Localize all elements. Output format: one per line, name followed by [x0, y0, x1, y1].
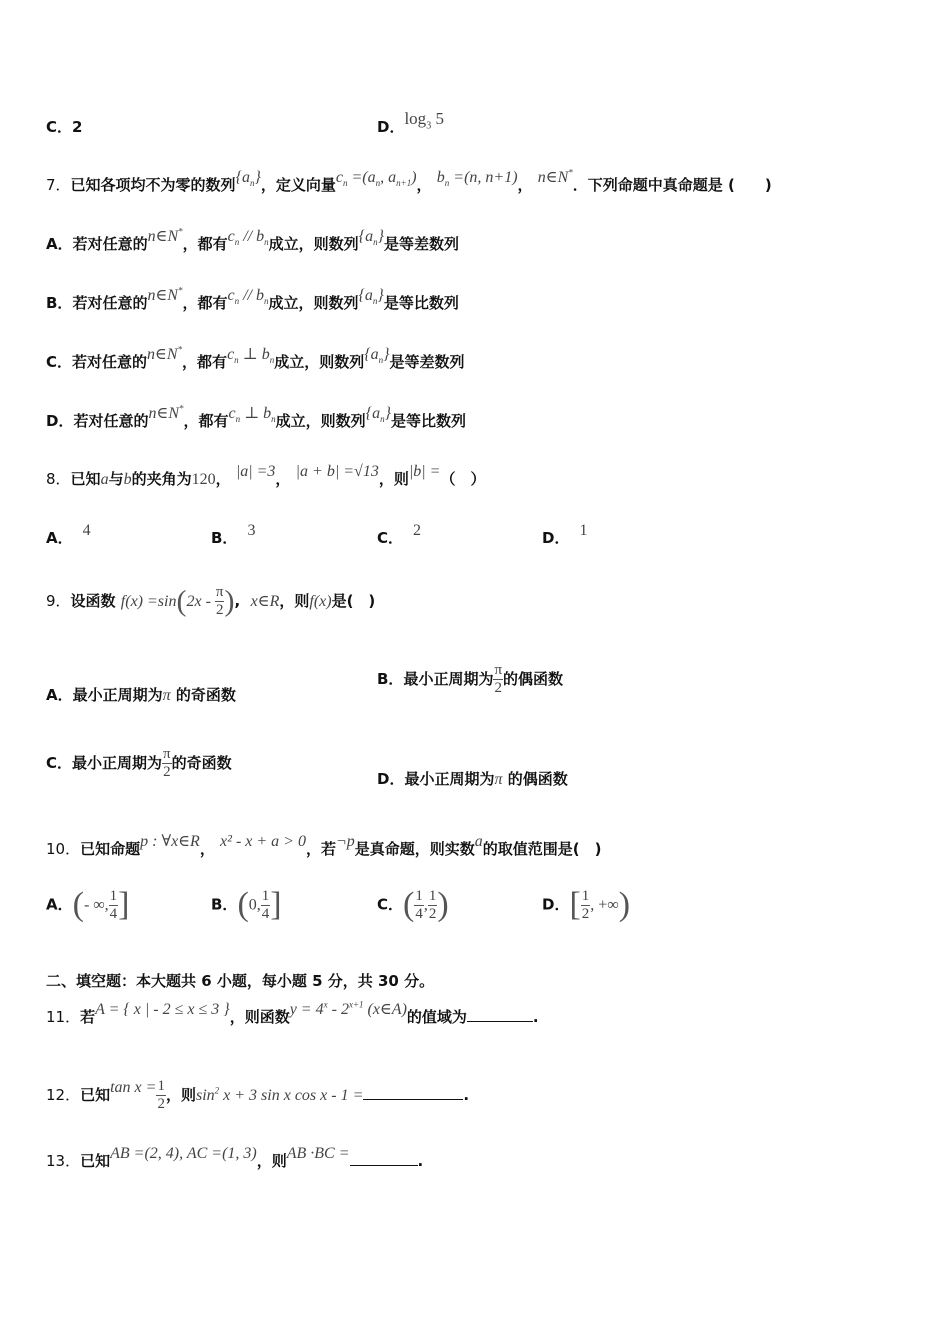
- q9-option-c: C．最小正周期为 $\frac{\pi}{2}$ 的奇函数: [46, 746, 232, 780]
- q7-option-d: D．若对任意的n∈N*，都有$c_n$ ⊥ $b_n$成立，则数列$\{a_n\}$是等比数列: [46, 403, 466, 430]
- q7-option-a: A．若对任意的n∈N*，都有$c_n // b_n$成立，则数列$\{a_n\}$是等差数列: [46, 226, 459, 253]
- q9-option-b: B．最小正周期为 $\frac{\pi}{2}$ 的偶函数: [377, 662, 564, 696]
- q8-option-c: C． 2: [377, 522, 422, 547]
- question-7: 7．已知各项均不为零的数列$\{a_n\}$，定义向量$c_n =(a_n$, $a_{n+1}$)， $b_n =(n$, n+1)， n∈N*．下列命题中真命题是 ( ): [46, 167, 772, 194]
- option-label: C．: [46, 118, 73, 136]
- question-11: 11．若A = { x | - 2 ≤ x ≤ 3 }，则函数$y = 4^x - 2^{x+1}$ (x∈A)的值域为 .: [46, 999, 539, 1026]
- section-2-title: 二、填空题：本大题共 6 小题，每小题 5 分，共 30 分。: [46, 972, 435, 990]
- question-13: 13．已知AB =(2, 4), AC =(1, 3)，则AB ·BC = .: [46, 1145, 424, 1170]
- q10-option-c: C．( $\frac{1}{4}$ , $\frac{1}{2}$ ): [377, 886, 449, 923]
- answer-blank[interactable]: [350, 1153, 418, 1166]
- question-10: 10．已知命题p : ∀x∈R， x² - x + a > 0，若¬p是真命题，则实数a的取值范围是( ): [46, 833, 602, 858]
- q8-option-a: A． 4: [46, 522, 91, 547]
- pi-over-2: $\frac{\pi}{2}$: [494, 662, 503, 696]
- q7-option-c: C．若对任意的n∈N*，都有$c_n$ ⊥ $b_n$成立，则数列$\{a_n\}$是等差数列: [46, 344, 465, 371]
- question-8: 8．已知a与b的夹角为120， |a| =3， |a + b| =√13，则|b| =（ ）: [46, 463, 486, 488]
- q9-option-a: A．最小正周期为π 的奇函数: [46, 686, 236, 704]
- q10-option-d: D．[ $\frac{1}{2}$ , +∞): [542, 886, 631, 923]
- pi-over-2: $\frac{\pi}{2}$: [215, 584, 224, 618]
- pi-over-2: $\frac{\pi}{2}$: [163, 746, 171, 780]
- q8-option-d: D． 1: [542, 522, 588, 547]
- vector-c-def: $c_n =(a_n$, $a_{n+1}$): [335, 169, 417, 189]
- question-9: 9．设函数 f(x) =sin(2x - $\frac{\pi}{2}$ ), x∈R，则f(x)是( ): [46, 584, 376, 618]
- sequence-a: $\{a_n\}$: [235, 169, 261, 189]
- answer-blank[interactable]: [467, 1009, 533, 1022]
- log-expression: $\log_3 5$: [404, 109, 444, 132]
- q10-option-a: A．(- ∞, $\frac{1}{4}$ ]: [46, 886, 130, 923]
- option-value: 2: [72, 118, 83, 136]
- answer-blank[interactable]: [363, 1087, 463, 1100]
- q10-option-b: B．(0, $\frac{1}{4}$ ]: [211, 886, 282, 923]
- q6-option-c: [46, 116, 82, 137]
- q7-option-b: B．若对任意的n∈N*，都有$c_n // b_n$成立，则数列$\{a_n\}$是等比数列: [46, 285, 459, 312]
- option-label: D．: [377, 118, 405, 136]
- q9-option-d: D．最小正周期为π 的偶函数: [377, 770, 568, 788]
- q6-option-d: [377, 109, 444, 139]
- n-domain: n∈N*: [537, 167, 573, 186]
- question-12: 12．已知tan x = $\frac{1}{2}$ ，则$\sin^2 x + 3$ sin x cos x - 1 = .: [46, 1078, 470, 1112]
- vector-b-def: $b_n =(n$, n+1): [436, 169, 518, 189]
- q8-option-b: B． 3: [211, 522, 256, 547]
